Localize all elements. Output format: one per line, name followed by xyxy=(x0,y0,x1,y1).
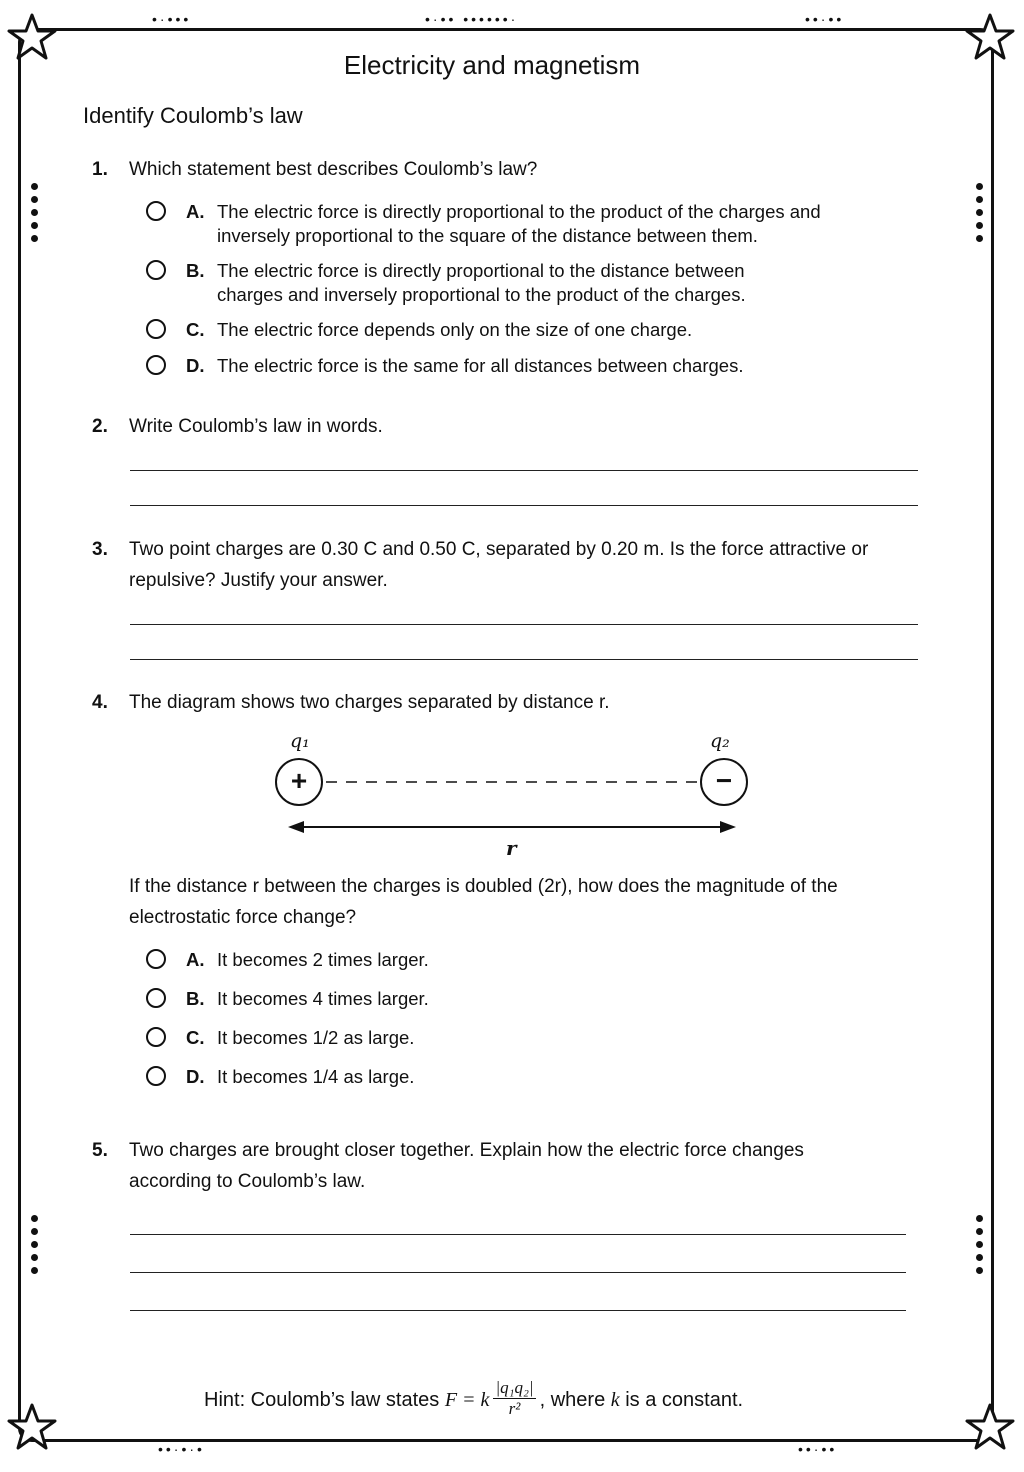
decorative-dots xyxy=(976,1215,986,1280)
option-letter: D. xyxy=(186,1066,205,1087)
question-number: 2. xyxy=(92,416,108,437)
option-text: The electric force is directly proportional to the distance between charges and inversely proportional to the product of the charges. xyxy=(217,260,746,305)
question-5 xyxy=(92,1135,804,1192)
question-text: Two charges are brought closer together. Explain how the electric force changes according to Coulomb’s law. xyxy=(129,1140,804,1192)
decorative-dots: •·••• xyxy=(152,11,192,27)
page-title: Electricity and magnetism xyxy=(343,50,641,80)
formula-fraction xyxy=(493,1378,535,1419)
decorative-dots: ••·•·• xyxy=(158,1441,205,1457)
decorative-dots: ••·•• xyxy=(805,11,845,27)
question-number: 5. xyxy=(92,1140,108,1161)
radio-circle-icon[interactable] xyxy=(146,201,166,221)
decorative-dots xyxy=(976,183,986,248)
q2-label: q₂ xyxy=(710,730,730,752)
question-number: 1. xyxy=(92,159,108,180)
answer-line[interactable] xyxy=(130,1272,906,1273)
option-letter: C. xyxy=(186,1027,205,1048)
option-letter: B. xyxy=(186,260,205,281)
question-1 xyxy=(92,154,538,185)
radio-circle-icon[interactable] xyxy=(146,1066,166,1086)
corner-star-icon xyxy=(6,1402,58,1454)
question-4-followup: If the distance r between the charges is doubled (2r), how does the magnitude of the electrostatic force change? xyxy=(129,876,838,928)
hint-suffix: , where xyxy=(539,1388,611,1411)
formula-lhs: F = k xyxy=(444,1388,490,1411)
question-text: Which statement best describes Coulomb’s law? xyxy=(129,159,538,180)
answer-line[interactable] xyxy=(130,1310,906,1311)
radio-circle-icon[interactable] xyxy=(146,949,166,969)
option-text: It becomes 2 times larger. xyxy=(217,949,429,970)
option-letter: D. xyxy=(186,355,205,376)
question-text: Two point charges are 0.30 C and 0.50 C, separated by 0.20 m. Is the force attractive or repulsive? Justify your answer. xyxy=(129,539,869,591)
option-text: It becomes 4 times larger. xyxy=(217,988,429,1009)
hint-prefix: Hint: Coulomb’s law states xyxy=(204,1388,445,1411)
question-text: The diagram shows two charges separated by distance r. xyxy=(129,692,610,713)
arrow-head-right xyxy=(720,821,736,833)
negative-charge-icon: − xyxy=(700,758,748,806)
answer-line[interactable] xyxy=(130,1234,906,1235)
question-4 xyxy=(92,687,610,718)
formula-numerator: |q₁q₂| xyxy=(495,1378,534,1397)
option-letter: A. xyxy=(186,201,205,222)
radio-circle-icon[interactable] xyxy=(146,1027,166,1047)
charges-diagram xyxy=(270,730,760,860)
q1-label: q₁ xyxy=(290,730,310,752)
option-text: The electric force depends only on the size of one charge. xyxy=(217,319,693,340)
radio-circle-icon[interactable] xyxy=(146,988,166,1008)
constant-k: k xyxy=(610,1388,620,1411)
radio-circle-icon[interactable] xyxy=(146,260,166,280)
distance-label: r xyxy=(506,836,517,860)
answer-line[interactable] xyxy=(130,624,918,625)
option-letter: A. xyxy=(186,949,205,970)
answer-line[interactable] xyxy=(130,505,918,506)
option-text: It becomes 1/2 as large. xyxy=(217,1027,415,1048)
hint-text xyxy=(204,1380,743,1421)
option-letter: B. xyxy=(186,988,205,1009)
question-2 xyxy=(92,411,383,442)
option-text: The electric force is the same for all distances between charges. xyxy=(217,355,744,376)
decorative-dots: ••·•• xyxy=(798,1441,838,1457)
radio-circle-icon[interactable] xyxy=(146,355,166,375)
question-number: 4. xyxy=(92,692,108,713)
option-text: It becomes 1/4 as large. xyxy=(217,1066,415,1087)
option-text: The electric force is directly proportional to the product of the charges and inversely proportional to the square of the distance between them. xyxy=(217,201,821,246)
answer-line[interactable] xyxy=(130,470,918,471)
question-text: Write Coulomb’s law in words. xyxy=(129,416,383,437)
question-3 xyxy=(92,534,869,591)
answer-line[interactable] xyxy=(130,659,918,660)
decorative-dots xyxy=(31,183,41,248)
radio-circle-icon[interactable] xyxy=(146,319,166,339)
hint-suffix: is a constant. xyxy=(619,1388,744,1411)
arrow-head-left xyxy=(288,821,304,833)
option-letter: C. xyxy=(186,319,205,340)
corner-star-icon xyxy=(964,1402,1016,1454)
section-heading: Identify Coulomb’s law xyxy=(83,103,303,128)
positive-charge-icon: + xyxy=(275,758,323,806)
question-number: 3. xyxy=(92,539,108,560)
decorative-dots xyxy=(31,1215,41,1280)
formula-denominator: r² xyxy=(508,1399,521,1418)
decorative-dots: •·•• ••••••· xyxy=(425,11,519,27)
